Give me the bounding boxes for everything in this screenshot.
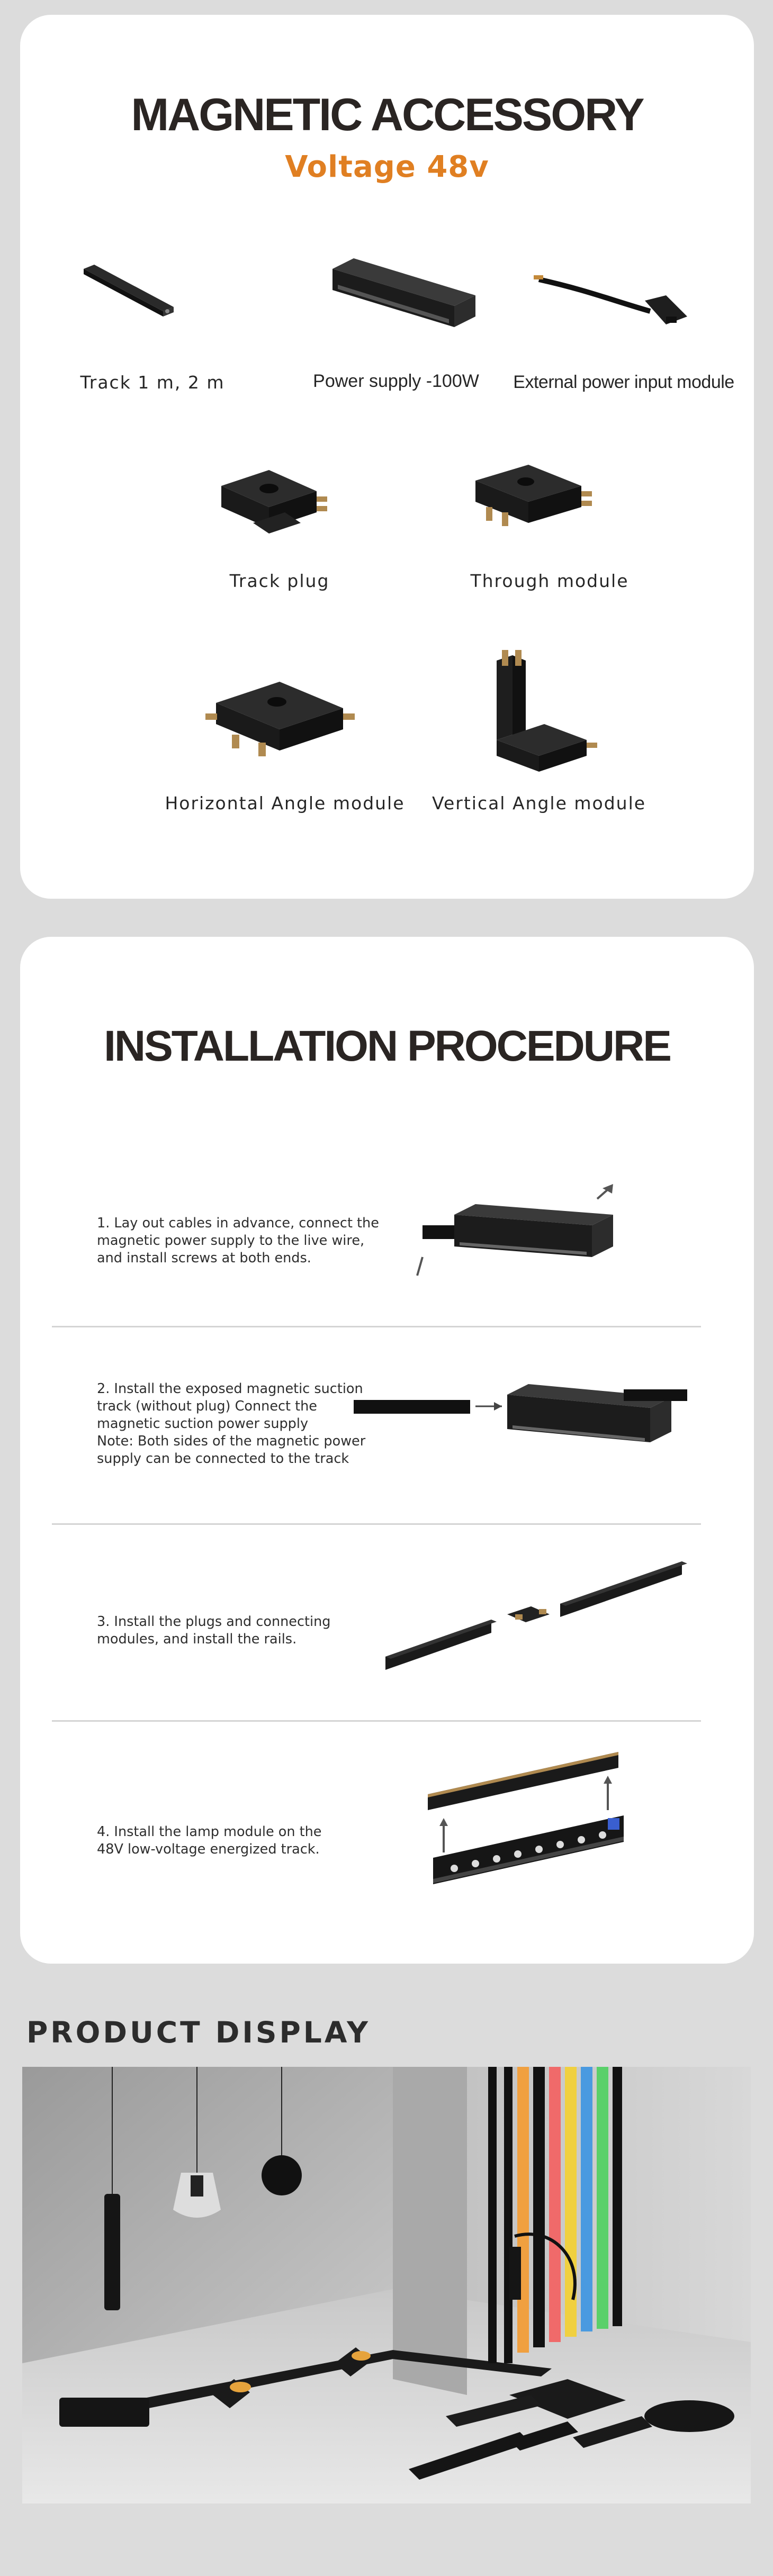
- product-power-supply: [301, 248, 491, 396]
- product-track: [73, 258, 232, 396]
- accessory-title: MAGNETIC ACCESSORY: [131, 89, 643, 140]
- magnetic-accessory-card: [20, 15, 754, 899]
- vertical-angle-module-icon: [412, 629, 666, 782]
- step-2-text: 2. Install the exposed magnetic suction track (without plug) Connect the magnetic suction power supply Note: Both sides of the magnetic power supply can be connected to the track: [97, 1381, 366, 1467]
- step-3-text: 3. Install the plugs and connecting modules, and install the rails.: [97, 1614, 331, 1647]
- lamp-module-on-track-icon: [412, 1747, 655, 1921]
- through-module-icon: [438, 444, 661, 560]
- product-through-module: [438, 444, 661, 602]
- installation-title: INSTALLATION PROCEDURE: [104, 1022, 670, 1070]
- step-1-text: 1. Lay out cables in advance, connect the magnetic power supply to the live wire, and install screws at both ends.: [97, 1215, 379, 1266]
- product-label: Vertical Angle module: [432, 793, 646, 814]
- installation-procedure-card: [20, 937, 754, 1964]
- accessory-subtitle: Voltage 48v: [285, 150, 489, 184]
- step-divider: [52, 1523, 701, 1525]
- pendant-sphere-light: [262, 2155, 302, 2195]
- product-horizontal-angle-module: [137, 655, 433, 825]
- product-label: Power supply -100W: [313, 371, 479, 391]
- step-divider: [52, 1720, 701, 1722]
- wall-light-strips: [488, 2067, 622, 2363]
- product-label: Through module: [470, 571, 629, 591]
- product-label: Horizontal Angle module: [165, 793, 405, 814]
- track-plug-icon: [184, 444, 375, 560]
- power-supply-screws-icon: [401, 1183, 677, 1289]
- horizontal-angle-module-icon: [137, 655, 433, 782]
- product-track-plug: [184, 444, 375, 602]
- product-label: Track 1 m, 2 m: [80, 372, 225, 393]
- step-4-text: 4. Install the lamp module on the 48V low-voltage energized track.: [97, 1824, 322, 1857]
- product-vertical-angle-module: [412, 629, 666, 825]
- product-label: External power input module: [513, 372, 734, 392]
- step-divider: [52, 1326, 701, 1327]
- track-to-power-supply-icon: [348, 1368, 719, 1474]
- product-label: Track plug: [229, 571, 330, 591]
- pendant-tube-light: [104, 2194, 120, 2310]
- track-icon: [73, 258, 232, 364]
- rails-with-connector-icon: [380, 1556, 698, 1694]
- product-external-power-input: [507, 258, 740, 396]
- product-display-title: PRODUCT DISPLAY: [26, 2015, 371, 2049]
- product-display-photo: [22, 2067, 751, 2503]
- power-supply-icon: [301, 248, 491, 364]
- external-power-input-icon: [507, 258, 740, 364]
